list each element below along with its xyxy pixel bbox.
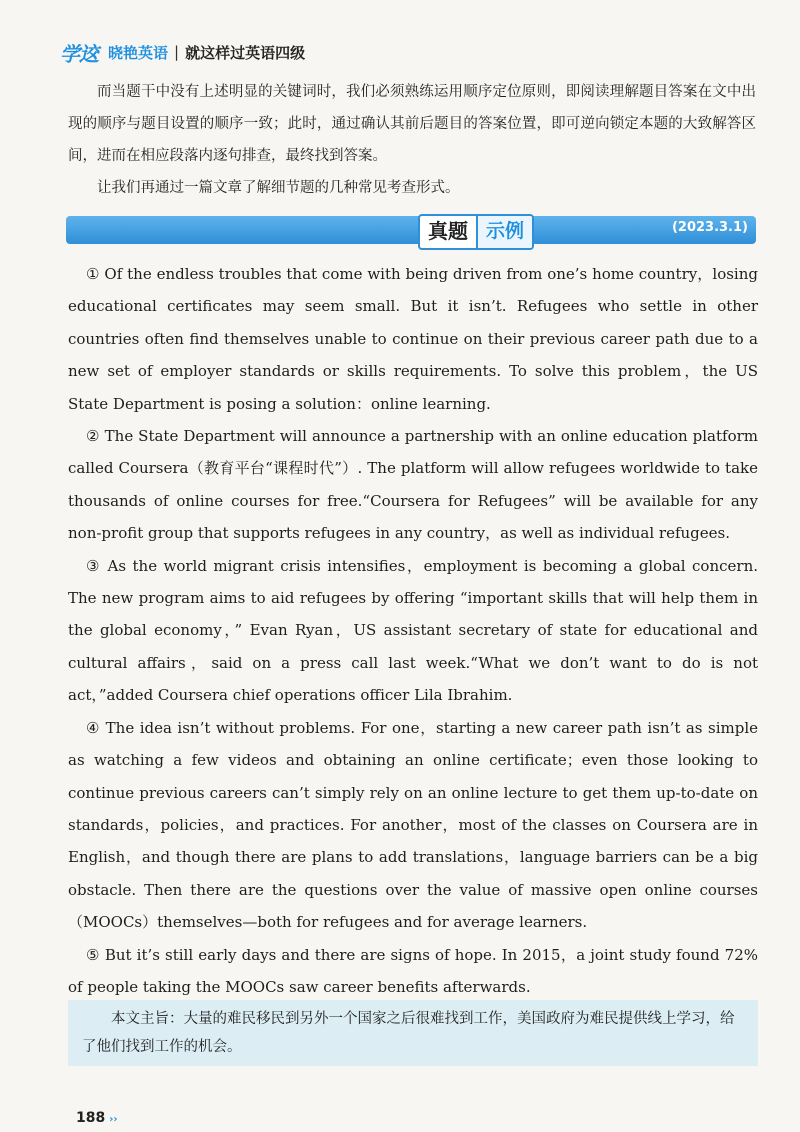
header-separator: | [174, 43, 180, 61]
series-title: 就这样过英语四级 [185, 43, 306, 62]
page-mark-icon: ›› [109, 1114, 118, 1125]
publisher-logo: 学䢒 [60, 41, 98, 66]
page-header [60, 34, 305, 70]
page-number-value: 188 [76, 1110, 106, 1126]
intro-text [68, 76, 756, 204]
reading-passage [68, 258, 758, 1003]
banner-title-real: 真题 [428, 219, 468, 243]
summary-text: 本文主旨：大量的难民移民到另外一个国家之后很难找到工作，美国政府为难民提供线上学习，给了他们找到工作的机会。 [82, 1011, 735, 1055]
passage-paragraph-3: ③ As the world migrant crisis intensifies，employment is becoming a global concern. The new program aims to aid refugees by offering “important skills that will help them in the global economy，” Evan Ryan，US assistant secretary of state for educational and cultural affairs，said on a press call last week.“What we don’t want to do is not act，”added Coursera chief operations officer Lila Ibrahim. [68, 556, 758, 705]
intro-paragraph: 让我们再通过一篇文章了解细节题的几种常见考查形式。 [97, 180, 460, 196]
summary-box [68, 1000, 758, 1066]
passage-paragraph-5: ⑤ But it’s still early days and there are signs of hope. In 2015，a joint study found 72% of people taking the MOOCs saw career benefits afterwards. [68, 945, 758, 996]
intro-paragraph: 而当题干中没有上述明显的关键词时，我们必须熟练运用顺序定位原则，即阅读理解题目答案在文中出现的顺序与题目设置的顺序一致；此时，通过确认其前后题目的答案位置，即可逆向锁定本题的大致解答区间，进而在相应段落内逐句排查，最终找到答案。 [68, 84, 756, 164]
brand-name: 晓艳英语 [108, 43, 169, 62]
exam-date: (2023.3.1) [671, 220, 748, 235]
passage-paragraph-4: ④ The idea isn’t without problems. For one，starting a new career path isn’t as simple as watching a few videos and obtaining an online certificate；even those looking to continue previous careers can’t simply rely on an online lecture to get them up-to-date on standards，policies，and practices. For another，most of the classes on Coursera are in English，and though there are plans to add translations，language barriers can be a big obstacle. Then there are the questions over the value of massive open online courses（MOOCs）themselves—both for refugees and for average learners. [68, 718, 758, 932]
page-number [76, 1110, 117, 1126]
passage-paragraph-2: ② The State Department will announce a partnership with an online education platform called Coursera（教育平台“课程时代”）. The platform will allow refugees worldwide to take thousands of online courses for free.“Coursera for Refugees” will be available for any non-profit group that supports refugees in any country，as well as individual refugees. [68, 427, 758, 543]
banner-title [418, 214, 534, 250]
banner-title-example: 示例 [476, 216, 532, 248]
section-banner [66, 216, 756, 244]
passage-paragraph-1: ① Of the endless troubles that come with being driven from one’s home country，losing educational certificates may seem small. But it isn’t. Refugees who settle in other countries often find themselves unable to continue on their previous career path due to a new set of employer standards or skills requirements. To solve this problem，the US State Department is posing a solution：online learning. [68, 265, 758, 413]
